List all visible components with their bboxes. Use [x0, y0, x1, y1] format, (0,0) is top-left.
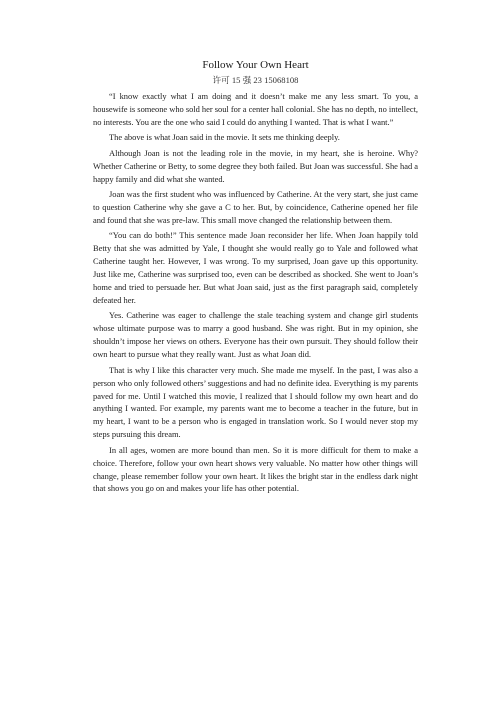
paragraph: That is why I like this character very much. She made me myself. In the past, I was also a person who only followed others’ suggestions and had no definite idea. Everything is my parents paved for me. Until I watched this movie, I realized that I should follow my own heart and do anything I wanted. For example, my parents want me to become a teacher in the future, but in my heart, I want to be a person who is engaged in translation work. So I would never stop my steps pursuing this dream. — [93, 364, 418, 440]
author-byline: 许可 15 强 23 15068108 — [212, 75, 299, 85]
paragraph: The above is what Joan said in the movie. It sets me thinking deeply. — [109, 132, 340, 143]
paragraph: Joan was the first student who was influenced by Catherine. At the very start, she just came to question Catherine why she gave a C to her. But, by coincidence, Catherine opened her file and found that she was pre-law. This small move changed the relationship between them. — [93, 189, 418, 225]
document-title: Follow Your Own Heart — [202, 59, 309, 71]
paragraph: Although Joan is not the leading role in the movie, in my heart, she is heroine. Why? Whether Catherine or Betty, to some degree they both failed. But Joan was successful. She had a happy family and did what she wanted. — [93, 147, 418, 184]
paragraph: In all ages, women are more bound than men. So it is more difficult for them to make a choice. Therefore, follow your own heart shows very valuable. No matter how other things will change, please remember follow your own heart. It likes the bright star in the endless dark night that shows you go on and makes your life has other potential. — [93, 444, 418, 494]
paragraph: “I know exactly what I am doing and it doesn’t make me any less smart. To you, a housewife is someone who sold her soul for a center hall colonial. She has no depth, no intellect, no interests. You are the one who said I could do anything I wanted. That is what I want.” — [93, 91, 418, 127]
document-body — [93, 58, 418, 498]
paragraph: “You can do both!” This sentence made Joan reconsider her life. When Joan happily told Betty that she was admitted by Yale, I thought she would really go to Yale and followed what Catherine taught her. However, I was wrong. To my surprised, Joan gave up this opportunity. Just like me, Catherine was surprised too, even can be described as shocked. She went to Joan’s home and tried to persuade her. But what Joan said, just as the first paragraph said, completely defeated her. — [93, 230, 418, 305]
paragraph: Yes. Catherine was eager to challenge the stale teaching system and change girl students whose ultimate purpose was to marry a good husband. She was right. But in my opinion, she shouldn’t impose her views on others. Everyone has their own pursuit. They should follow their own heart to pursue what they really want. Just as what Joan did. — [93, 310, 418, 360]
